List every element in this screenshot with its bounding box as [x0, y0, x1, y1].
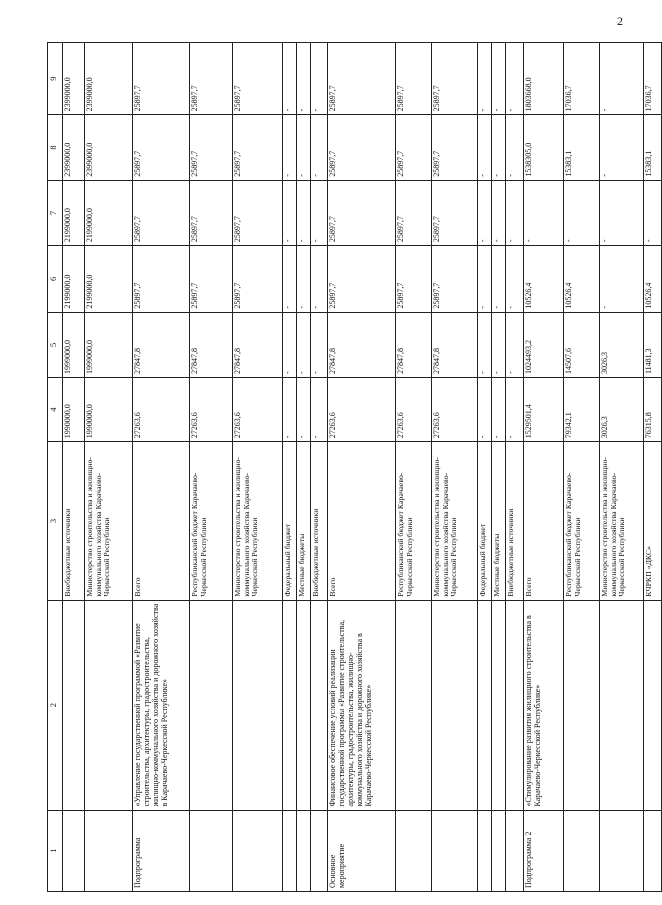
value-col-8-cell: 1538305,0: [524, 115, 564, 180]
value-col-4-cell: 27263,6: [328, 378, 396, 442]
value-col-7-cell: -: [506, 180, 524, 245]
value-col-7-cell: -: [644, 180, 662, 245]
value-col-4-cell: -: [283, 378, 297, 442]
value-col-4-cell: -: [506, 378, 524, 442]
funding-source-cell: Внебюджетные источники: [311, 442, 328, 600]
value-col-6-cell: -: [297, 246, 311, 313]
program-name-cell: [506, 600, 524, 810]
value-col-4-cell: 27263,6: [133, 378, 190, 442]
value-col-5-cell: -: [283, 312, 297, 377]
row-type-cell: [600, 810, 644, 891]
value-col-6-cell: -: [492, 246, 506, 313]
value-col-9-cell: 2399000,0: [85, 43, 133, 115]
funding-source-cell: Всего: [524, 442, 564, 600]
header-cell: 9: [48, 43, 63, 115]
table-row: [506, 43, 524, 892]
value-col-5-cell: -: [297, 312, 311, 377]
row-type-cell: Подпрограмма: [133, 810, 190, 891]
value-col-7-cell: -: [297, 180, 311, 245]
row-type-cell: [311, 810, 328, 891]
value-col-5-cell: 3026,3: [600, 312, 644, 377]
value-col-6-cell: -: [600, 246, 644, 313]
value-col-5-cell: 11481,3: [644, 312, 662, 377]
table-row: [432, 43, 478, 892]
value-col-6-cell: 25897,7: [190, 246, 233, 313]
value-col-6-cell: 25897,7: [328, 246, 396, 313]
value-col-6-cell: 2199000,0: [63, 246, 85, 313]
value-col-7-cell: 25897,7: [396, 180, 432, 245]
page-number: 2: [617, 14, 623, 28]
table-row: [524, 43, 564, 892]
row-type-cell: [85, 810, 133, 891]
row-type-cell: [283, 810, 297, 891]
program-name-cell: [85, 600, 133, 810]
program-name-cell: Финансовое обеспечение условий реализации государственной программы «Развитие строительства, архитектуры, градостроительства, жилищно-коммунального хозяйства и дорожного хозяйства в Карачаево-Черкесской Республике»: [328, 600, 396, 810]
funding-source-cell: Федеральный бюджет: [478, 442, 492, 600]
row-type-cell: [506, 810, 524, 891]
value-col-4-cell: 27263,6: [432, 378, 478, 442]
value-col-6-cell: -: [311, 246, 328, 313]
value-col-9-cell: 1803668,0: [524, 43, 564, 115]
row-type-cell: Основное мероприятие: [328, 810, 396, 891]
program-name-cell: [297, 600, 311, 810]
value-col-4-cell: 1990000,0: [63, 378, 85, 442]
table-row: [564, 43, 600, 892]
value-col-8-cell: -: [600, 115, 644, 180]
value-col-8-cell: -: [297, 115, 311, 180]
value-col-8-cell: -: [311, 115, 328, 180]
program-name-cell: «Стимулирование развития жилищного строительства в Карачаево-Черкесской Республике»: [524, 600, 564, 810]
value-col-5-cell: -: [478, 312, 492, 377]
program-name-cell: [190, 600, 233, 810]
value-col-5-cell: -: [506, 312, 524, 377]
value-col-4-cell: -: [478, 378, 492, 442]
funding-source-cell: Всего: [133, 442, 190, 600]
value-col-6-cell: 10526,4: [524, 246, 564, 313]
funding-source-cell: Республиканский бюджет Карачаево-Черкесской Республики: [564, 442, 600, 600]
program-name-cell: [311, 600, 328, 810]
program-name-cell: [283, 600, 297, 810]
row-type-cell: [644, 810, 662, 891]
table-row: [85, 43, 133, 892]
row-type-cell: [492, 810, 506, 891]
value-col-4-cell: 27263,6: [396, 378, 432, 442]
value-col-5-cell: 27847,8: [233, 312, 283, 377]
value-col-7-cell: -: [478, 180, 492, 245]
row-type-cell: [564, 810, 600, 891]
value-col-9-cell: 25897,7: [328, 43, 396, 115]
value-col-8-cell: -: [478, 115, 492, 180]
value-col-5-cell: 14507,6: [564, 312, 600, 377]
table-row: [133, 43, 190, 892]
funding-source-cell: Республиканский бюджет Карачаево-Черкесской Республики: [190, 442, 233, 600]
value-col-7-cell: 2199000,0: [85, 180, 133, 245]
program-name-cell: [478, 600, 492, 810]
value-col-5-cell: -: [492, 312, 506, 377]
value-col-7-cell: 25897,7: [233, 180, 283, 245]
value-col-5-cell: 1999000,0: [63, 312, 85, 377]
value-col-8-cell: 15383,1: [564, 115, 600, 180]
program-name-cell: [564, 600, 600, 810]
table-row: [396, 43, 432, 892]
value-col-4-cell: 27263,6: [190, 378, 233, 442]
table-row: [644, 43, 662, 892]
header-cell: 8: [48, 115, 63, 180]
value-col-9-cell: -: [600, 43, 644, 115]
row-type-cell: [190, 810, 233, 891]
row-type-cell: [233, 810, 283, 891]
value-col-5-cell: 27847,8: [432, 312, 478, 377]
program-name-cell: [233, 600, 283, 810]
row-type-cell: [432, 810, 478, 891]
value-col-7-cell: 2199000,0: [63, 180, 85, 245]
value-col-4-cell: -: [311, 378, 328, 442]
row-type-cell: [478, 810, 492, 891]
program-name-cell: «Управление государственной программой «Развитие строительства, архитектуры, градостроительства, жилищно-коммунального хозяйства и дорожного хозяйства в Карачаево-Черкесской Республике»: [133, 600, 190, 810]
value-col-9-cell: 25897,7: [190, 43, 233, 115]
value-col-6-cell: 25897,7: [133, 246, 190, 313]
table-row: [478, 43, 492, 892]
funding-source-cell: Внебюджетные источники: [63, 442, 85, 600]
value-col-7-cell: -: [283, 180, 297, 245]
value-col-7-cell: -: [524, 180, 564, 245]
table-row: [297, 43, 311, 892]
funding-source-cell: Министерство строительства и жилищно-коммунального хозяйства Карачаево-Черкесской Республики: [233, 442, 283, 600]
value-col-5-cell: 27847,8: [328, 312, 396, 377]
header-cell: 1: [48, 810, 63, 891]
value-col-6-cell: -: [283, 246, 297, 313]
header-cell: 7: [48, 180, 63, 245]
value-col-6-cell: 2199000,0: [85, 246, 133, 313]
value-col-6-cell: 25897,7: [396, 246, 432, 313]
value-col-6-cell: 10526,4: [644, 246, 662, 313]
value-col-9-cell: -: [478, 43, 492, 115]
funding-source-cell: Министерство строительства и жилищно-коммунального хозяйства Карачаево-Черкесской Республики: [85, 442, 133, 600]
header-cell: 3: [48, 442, 63, 600]
funding-source-cell: Местные бюджеты: [297, 442, 311, 600]
value-col-4-cell: 1529501,4: [524, 378, 564, 442]
value-col-8-cell: 15383,1: [644, 115, 662, 180]
program-name-cell: [600, 600, 644, 810]
value-col-9-cell: 2399000,0: [63, 43, 85, 115]
value-col-8-cell: -: [506, 115, 524, 180]
value-col-8-cell: 25897,7: [190, 115, 233, 180]
budget-table: [47, 42, 662, 892]
value-col-4-cell: 27263,6: [233, 378, 283, 442]
table-row: [600, 43, 644, 892]
header-cell: 2: [48, 600, 63, 810]
value-col-6-cell: -: [506, 246, 524, 313]
value-col-9-cell: -: [297, 43, 311, 115]
value-col-7-cell: -: [564, 180, 600, 245]
program-name-cell: [492, 600, 506, 810]
value-col-4-cell: -: [297, 378, 311, 442]
table-row: [63, 43, 85, 892]
value-col-6-cell: -: [478, 246, 492, 313]
value-col-9-cell: 25897,7: [233, 43, 283, 115]
funding-source-cell: КЧРКП «ДКС»: [644, 442, 662, 600]
value-col-9-cell: 25897,7: [396, 43, 432, 115]
value-col-9-cell: -: [506, 43, 524, 115]
value-col-9-cell: 25897,7: [133, 43, 190, 115]
program-name-cell: [432, 600, 478, 810]
value-col-5-cell: 27847,8: [190, 312, 233, 377]
value-col-4-cell: 76315,8: [644, 378, 662, 442]
value-col-9-cell: -: [492, 43, 506, 115]
table-row: [233, 43, 283, 892]
header-row: [48, 43, 63, 892]
row-type-cell: Подпрограмма 2: [524, 810, 564, 891]
value-col-4-cell: 3026,3: [600, 378, 644, 442]
table-row: [328, 43, 396, 892]
funding-source-cell: Местные бюджеты: [492, 442, 506, 600]
value-col-7-cell: -: [492, 180, 506, 245]
value-col-8-cell: 25897,7: [133, 115, 190, 180]
value-col-6-cell: 25897,7: [233, 246, 283, 313]
funding-source-cell: Всего: [328, 442, 396, 600]
value-col-7-cell: -: [600, 180, 644, 245]
value-col-4-cell: -: [492, 378, 506, 442]
value-col-4-cell: 79342,1: [564, 378, 600, 442]
value-col-8-cell: -: [492, 115, 506, 180]
value-col-6-cell: 10526,4: [564, 246, 600, 313]
value-col-9-cell: 17036,7: [564, 43, 600, 115]
table-row: [492, 43, 506, 892]
value-col-8-cell: -: [283, 115, 297, 180]
header-cell: 6: [48, 246, 63, 313]
row-type-cell: [396, 810, 432, 891]
header-cell: 5: [48, 312, 63, 377]
table-row: [311, 43, 328, 892]
value-col-5-cell: 1999000,0: [85, 312, 133, 377]
funding-source-cell: Внебюджетные источники: [506, 442, 524, 600]
row-type-cell: [297, 810, 311, 891]
value-col-7-cell: -: [311, 180, 328, 245]
row-type-cell: [63, 810, 85, 891]
value-col-8-cell: 25897,7: [396, 115, 432, 180]
value-col-5-cell: 1024493,2: [524, 312, 564, 377]
value-col-9-cell: -: [283, 43, 297, 115]
value-col-9-cell: 17036,7: [644, 43, 662, 115]
funding-source-cell: Министерство строительства и жилищно-коммунального хозяйства Карачаево-Черкесской Республики: [432, 442, 478, 600]
table-row: [283, 43, 297, 892]
value-col-5-cell: 27847,8: [396, 312, 432, 377]
value-col-6-cell: 25897,7: [432, 246, 478, 313]
value-col-8-cell: 2399000,0: [85, 115, 133, 180]
funding-source-cell: Республиканский бюджет Карачаево-Черкесской Республики: [396, 442, 432, 600]
value-col-7-cell: 25897,7: [190, 180, 233, 245]
header-cell: 4: [48, 378, 63, 442]
value-col-8-cell: 25897,7: [432, 115, 478, 180]
program-name-cell: [63, 600, 85, 810]
value-col-7-cell: 25897,7: [133, 180, 190, 245]
value-col-9-cell: -: [311, 43, 328, 115]
funding-source-cell: Министерство строительства и жилищно-коммунального хозяйства Карачаево-Черкесской Республики: [600, 442, 644, 600]
value-col-8-cell: 25897,7: [233, 115, 283, 180]
value-col-5-cell: 27847,8: [133, 312, 190, 377]
program-name-cell: [644, 600, 662, 810]
value-col-9-cell: 25897,7: [432, 43, 478, 115]
program-name-cell: [396, 600, 432, 810]
value-col-7-cell: 25897,7: [432, 180, 478, 245]
table-row: [190, 43, 233, 892]
funding-source-cell: Федеральный бюджет: [283, 442, 297, 600]
value-col-8-cell: 25897,7: [328, 115, 396, 180]
value-col-5-cell: -: [311, 312, 328, 377]
value-col-7-cell: 25897,7: [328, 180, 396, 245]
value-col-8-cell: 2399000,0: [63, 115, 85, 180]
value-col-4-cell: 1990000,0: [85, 378, 133, 442]
